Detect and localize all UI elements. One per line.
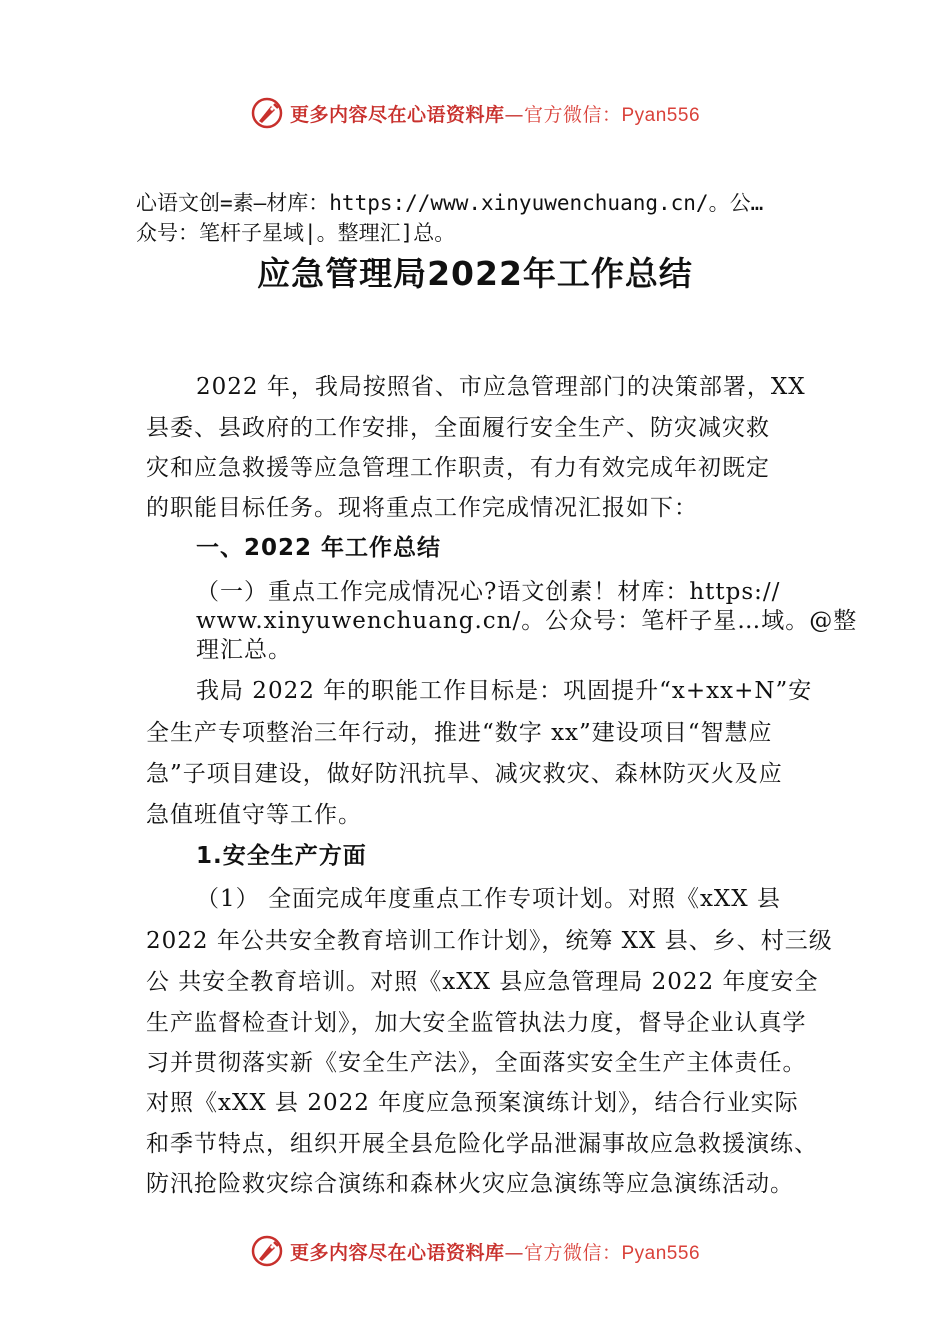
pen-nib-icon: [250, 1234, 284, 1268]
goals-line-4: 急值班值守等工作。: [146, 802, 362, 828]
banner-wechat-label: 官方微信：: [523, 103, 622, 126]
item1-line-8: 防汛抢险救灾综合演练和森林火灾应急演练等应急演练活动。: [146, 1171, 794, 1197]
item1-line-5: 习并贯彻落实新《安全生产法》，全面落实安全生产主体责任。: [146, 1050, 807, 1076]
item1-line-6: 对照《xXX 县 2022 年度应急预案演练计划》，结合行业实际: [146, 1090, 799, 1116]
intro-line-1: 2022 年，我局按照省、市应急管理部门的决策部署，XX: [196, 374, 806, 400]
item1-line-4: 生产监督检查计划》，加大安全监管执法力度，督导企业认真学: [146, 1010, 807, 1036]
item1-line-7: 和季节特点，组织开展全县危险化学品泄漏事故应急救援演练、: [146, 1131, 818, 1157]
goals-line-1: 我局 2022 年的职能工作目标是：巩固提升“x+xx+N”安: [196, 678, 813, 704]
banner-text: [290, 100, 700, 127]
item-heading-1: 1.安全生产方面: [196, 843, 367, 869]
watermark-line-2: 众号：笔杆子星域|。整理汇]总。: [136, 221, 456, 245]
intro-line-2: 县委、县政府的工作安排，全面履行安全生产、防灾减灾救: [146, 415, 770, 441]
pen-nib-icon: [250, 96, 284, 130]
banner-dash: —: [504, 103, 524, 126]
banner-site-text: 更多内容尽在心语资料库: [289, 103, 505, 126]
footer-banner: [0, 1234, 950, 1268]
item1-line-3: 公 共安全教育培训。对照《xXX 县应急管理局 2022 年度安全: [146, 969, 819, 995]
banner-site-text: 更多内容尽在心语资料库: [289, 1241, 505, 1264]
subsection-line-3: 理汇总。: [196, 637, 292, 663]
banner-wechat-id: Pyan556: [621, 104, 701, 126]
item1-line-1: （1） 全面完成年度重点工作专项计划。对照《xXX 县: [196, 886, 781, 912]
banner-text: [290, 1238, 700, 1265]
subsection-line-1: （一）重点工作完成情况心?语文创素！材库：https://: [196, 579, 781, 605]
header-banner: [0, 96, 950, 130]
banner-wechat-label: 官方微信：: [523, 1241, 622, 1264]
goals-line-3: 急”子项目建设，做好防汛抗旱、减灾救灾、森林防灭火及应: [146, 761, 783, 787]
watermark-line-1: 心语文创=素—材库：https://www.xinyuwenchuang.cn/。公…: [136, 191, 764, 215]
intro-line-3: 灾和应急救援等应急管理工作职责，有力有效完成年初既定: [146, 455, 770, 481]
intro-line-4: 的职能目标任务。现将重点工作完成情况汇报如下：: [146, 495, 698, 521]
subsection-line-2: www.xinyuwenchuang.cn/。公众号：笔杆子星…域。@整: [196, 608, 858, 634]
banner-dash: —: [504, 1241, 524, 1264]
section-heading-1: 一、2022 年工作总结: [196, 535, 442, 561]
item1-line-2: 2022 年公共安全教育培训工作计划》，统筹 XX 县、乡、村三级: [146, 928, 833, 954]
goals-line-2: 全生产专项整治三年行动，推进“数字 xx”建设项目“智慧应: [146, 720, 773, 746]
banner-wechat-id: Pyan556: [621, 1242, 701, 1264]
page-title: 应急管理局2022年工作总结: [257, 254, 693, 293]
